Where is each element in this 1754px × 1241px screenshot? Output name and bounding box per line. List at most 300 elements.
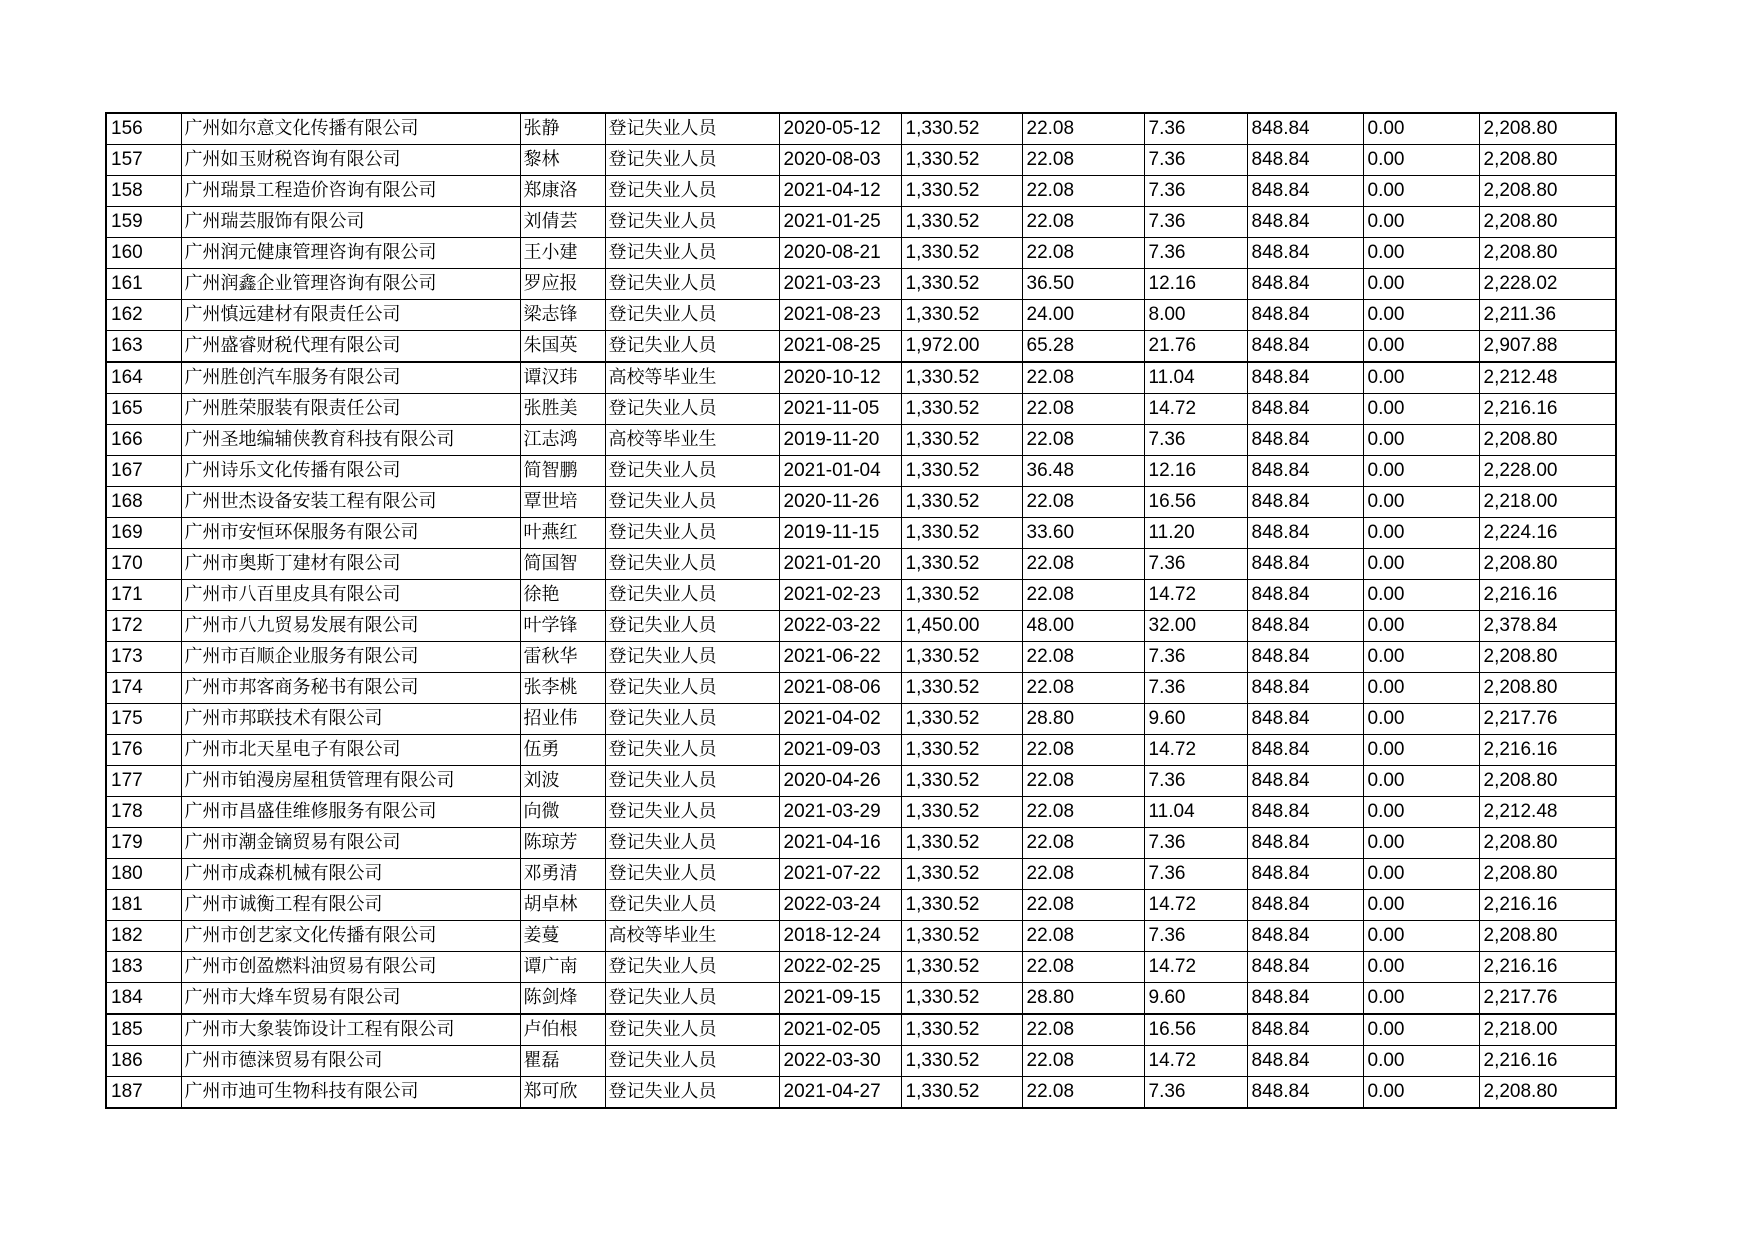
total-amount-cell: 2,228.00 (1479, 456, 1616, 487)
person-category-cell: 登记失业人员 (605, 518, 779, 549)
company-name-cell: 广州圣地编辅侠教育科技有限公司 (181, 425, 520, 456)
person-name-cell: 叶学锋 (520, 611, 605, 642)
amount-3-cell: 7.36 (1144, 145, 1247, 176)
amount-3-cell: 7.36 (1144, 673, 1247, 704)
row-index-cell: 183 (106, 952, 181, 983)
company-name-cell: 广州市邦联技术有限公司 (181, 704, 520, 735)
amount-2-cell: 22.08 (1022, 487, 1144, 518)
amount-4-cell: 848.84 (1247, 859, 1363, 890)
amount-2-cell: 22.08 (1022, 921, 1144, 952)
amount-2-cell: 22.08 (1022, 766, 1144, 797)
person-name-cell: 覃世培 (520, 487, 605, 518)
start-date-cell: 2020-08-21 (779, 238, 901, 269)
start-date-cell: 2021-08-25 (779, 331, 901, 363)
company-name-cell: 广州市安恒环保服务有限公司 (181, 518, 520, 549)
amount-5-cell: 0.00 (1363, 456, 1479, 487)
amount-3-cell: 7.36 (1144, 828, 1247, 859)
person-category-cell: 登记失业人员 (605, 766, 779, 797)
amount-4-cell: 848.84 (1247, 362, 1363, 394)
person-category-cell: 登记失业人员 (605, 394, 779, 425)
company-name-cell: 广州胜荣服装有限责任公司 (181, 394, 520, 425)
amount-2-cell: 22.08 (1022, 735, 1144, 766)
total-amount-cell: 2,208.80 (1479, 1077, 1616, 1109)
row-index-cell: 170 (106, 549, 181, 580)
start-date-cell: 2020-08-03 (779, 145, 901, 176)
amount-2-cell: 22.08 (1022, 859, 1144, 890)
table-row (106, 1046, 1616, 1077)
person-category-cell: 登记失业人员 (605, 456, 779, 487)
table-row (106, 642, 1616, 673)
start-date-cell: 2018-12-24 (779, 921, 901, 952)
company-name-cell: 广州市昌盛佳维修服务有限公司 (181, 797, 520, 828)
person-category-cell: 登记失业人员 (605, 642, 779, 673)
row-index-cell: 177 (106, 766, 181, 797)
total-amount-cell: 2,212.48 (1479, 362, 1616, 394)
amount-4-cell: 848.84 (1247, 549, 1363, 580)
table-row (106, 766, 1616, 797)
total-amount-cell: 2,216.16 (1479, 394, 1616, 425)
amount-4-cell: 848.84 (1247, 1046, 1363, 1077)
person-category-cell: 登记失业人员 (605, 735, 779, 766)
amount-3-cell: 7.36 (1144, 176, 1247, 207)
row-index-cell: 171 (106, 580, 181, 611)
company-name-cell: 广州市诚衡工程有限公司 (181, 890, 520, 921)
person-category-cell: 登记失业人员 (605, 1014, 779, 1046)
row-index-cell: 165 (106, 394, 181, 425)
amount-3-cell: 14.72 (1144, 1046, 1247, 1077)
amount-2-cell: 22.08 (1022, 549, 1144, 580)
amount-3-cell: 14.72 (1144, 952, 1247, 983)
total-amount-cell: 2,208.80 (1479, 549, 1616, 580)
company-name-cell: 广州润元健康管理咨询有限公司 (181, 238, 520, 269)
table-row (106, 673, 1616, 704)
amount-1-cell: 1,330.52 (901, 859, 1022, 890)
company-name-cell: 广州市大象装饰设计工程有限公司 (181, 1014, 520, 1046)
total-amount-cell: 2,216.16 (1479, 890, 1616, 921)
total-amount-cell: 2,208.80 (1479, 673, 1616, 704)
amount-2-cell: 22.08 (1022, 1014, 1144, 1046)
amount-4-cell: 848.84 (1247, 921, 1363, 952)
table-row (106, 983, 1616, 1015)
row-index-cell: 178 (106, 797, 181, 828)
total-amount-cell: 2,211.36 (1479, 300, 1616, 331)
table-row (106, 549, 1616, 580)
start-date-cell: 2021-09-03 (779, 735, 901, 766)
person-category-cell: 登记失业人员 (605, 331, 779, 363)
amount-2-cell: 24.00 (1022, 300, 1144, 331)
amount-3-cell: 12.16 (1144, 456, 1247, 487)
total-amount-cell: 2,907.88 (1479, 331, 1616, 363)
total-amount-cell: 2,378.84 (1479, 611, 1616, 642)
amount-5-cell: 0.00 (1363, 425, 1479, 456)
person-category-cell: 高校等毕业生 (605, 362, 779, 394)
start-date-cell: 2021-04-16 (779, 828, 901, 859)
start-date-cell: 2021-08-23 (779, 300, 901, 331)
row-index-cell: 157 (106, 145, 181, 176)
start-date-cell: 2021-04-12 (779, 176, 901, 207)
amount-5-cell: 0.00 (1363, 611, 1479, 642)
amount-5-cell: 0.00 (1363, 673, 1479, 704)
row-index-cell: 172 (106, 611, 181, 642)
amount-5-cell: 0.00 (1363, 952, 1479, 983)
amount-5-cell: 0.00 (1363, 1046, 1479, 1077)
table-row (106, 1077, 1616, 1109)
person-category-cell: 登记失业人员 (605, 176, 779, 207)
amount-4-cell: 848.84 (1247, 797, 1363, 828)
amount-1-cell: 1,330.52 (901, 425, 1022, 456)
amount-1-cell: 1,330.52 (901, 176, 1022, 207)
start-date-cell: 2021-08-06 (779, 673, 901, 704)
table-row (106, 828, 1616, 859)
amount-5-cell: 0.00 (1363, 176, 1479, 207)
table-row (106, 238, 1616, 269)
start-date-cell: 2021-01-20 (779, 549, 901, 580)
amount-3-cell: 7.36 (1144, 1077, 1247, 1109)
amount-4-cell: 848.84 (1247, 300, 1363, 331)
amount-2-cell: 22.08 (1022, 797, 1144, 828)
person-name-cell: 张胜美 (520, 394, 605, 425)
total-amount-cell: 2,208.80 (1479, 176, 1616, 207)
table-row (106, 611, 1616, 642)
person-name-cell: 江志鸿 (520, 425, 605, 456)
amount-5-cell: 0.00 (1363, 113, 1479, 145)
table-row (106, 797, 1616, 828)
row-index-cell: 162 (106, 300, 181, 331)
total-amount-cell: 2,212.48 (1479, 797, 1616, 828)
row-index-cell: 164 (106, 362, 181, 394)
person-category-cell: 登记失业人员 (605, 611, 779, 642)
amount-5-cell: 0.00 (1363, 797, 1479, 828)
amount-2-cell: 33.60 (1022, 518, 1144, 549)
person-category-cell: 登记失业人员 (605, 983, 779, 1015)
person-category-cell: 登记失业人员 (605, 704, 779, 735)
amount-4-cell: 848.84 (1247, 611, 1363, 642)
amount-1-cell: 1,972.00 (901, 331, 1022, 363)
amount-1-cell: 1,330.52 (901, 828, 1022, 859)
amount-5-cell: 0.00 (1363, 735, 1479, 766)
person-name-cell: 谭汉玮 (520, 362, 605, 394)
amount-4-cell: 848.84 (1247, 113, 1363, 145)
amount-4-cell: 848.84 (1247, 176, 1363, 207)
table-row (106, 704, 1616, 735)
total-amount-cell: 2,228.02 (1479, 269, 1616, 300)
amount-1-cell: 1,330.52 (901, 145, 1022, 176)
total-amount-cell: 2,208.80 (1479, 238, 1616, 269)
amount-2-cell: 22.08 (1022, 828, 1144, 859)
amount-1-cell: 1,330.52 (901, 207, 1022, 238)
row-index-cell: 185 (106, 1014, 181, 1046)
table-row (106, 518, 1616, 549)
total-amount-cell: 2,216.16 (1479, 952, 1616, 983)
start-date-cell: 2021-06-22 (779, 642, 901, 673)
person-category-cell: 登记失业人员 (605, 1046, 779, 1077)
row-index-cell: 182 (106, 921, 181, 952)
amount-3-cell: 7.36 (1144, 859, 1247, 890)
amount-4-cell: 848.84 (1247, 580, 1363, 611)
person-name-cell: 黎林 (520, 145, 605, 176)
person-category-cell: 登记失业人员 (605, 673, 779, 704)
start-date-cell: 2021-01-04 (779, 456, 901, 487)
amount-3-cell: 32.00 (1144, 611, 1247, 642)
amount-1-cell: 1,330.52 (901, 797, 1022, 828)
amount-5-cell: 0.00 (1363, 766, 1479, 797)
amount-5-cell: 0.00 (1363, 394, 1479, 425)
amount-3-cell: 8.00 (1144, 300, 1247, 331)
table-row (106, 269, 1616, 300)
person-category-cell: 登记失业人员 (605, 300, 779, 331)
company-name-cell: 广州慎远建材有限责任公司 (181, 300, 520, 331)
amount-3-cell: 7.36 (1144, 425, 1247, 456)
person-category-cell: 登记失业人员 (605, 1077, 779, 1109)
amount-3-cell: 7.36 (1144, 113, 1247, 145)
company-name-cell: 广州市八九贸易发展有限公司 (181, 611, 520, 642)
row-index-cell: 186 (106, 1046, 181, 1077)
total-amount-cell: 2,208.80 (1479, 642, 1616, 673)
amount-1-cell: 1,330.52 (901, 704, 1022, 735)
person-name-cell: 简智鹏 (520, 456, 605, 487)
person-name-cell: 胡卓林 (520, 890, 605, 921)
company-name-cell: 广州润鑫企业管理咨询有限公司 (181, 269, 520, 300)
amount-1-cell: 1,330.52 (901, 890, 1022, 921)
row-index-cell: 166 (106, 425, 181, 456)
amount-5-cell: 0.00 (1363, 331, 1479, 363)
total-amount-cell: 2,208.80 (1479, 921, 1616, 952)
person-name-cell: 雷秋华 (520, 642, 605, 673)
company-name-cell: 广州诗乐文化传播有限公司 (181, 456, 520, 487)
data-table (105, 112, 1617, 1109)
row-index-cell: 184 (106, 983, 181, 1015)
amount-1-cell: 1,450.00 (901, 611, 1022, 642)
amount-1-cell: 1,330.52 (901, 113, 1022, 145)
amount-1-cell: 1,330.52 (901, 952, 1022, 983)
amount-5-cell: 0.00 (1363, 145, 1479, 176)
amount-3-cell: 14.72 (1144, 735, 1247, 766)
company-name-cell: 广州如尔意文化传播有限公司 (181, 113, 520, 145)
person-name-cell: 招业伟 (520, 704, 605, 735)
amount-4-cell: 848.84 (1247, 735, 1363, 766)
total-amount-cell: 2,216.16 (1479, 735, 1616, 766)
amount-1-cell: 1,330.52 (901, 673, 1022, 704)
person-name-cell: 刘倩芸 (520, 207, 605, 238)
amount-4-cell: 848.84 (1247, 704, 1363, 735)
company-name-cell: 广州市百顺企业服务有限公司 (181, 642, 520, 673)
start-date-cell: 2022-02-25 (779, 952, 901, 983)
amount-4-cell: 848.84 (1247, 518, 1363, 549)
amount-4-cell: 848.84 (1247, 890, 1363, 921)
amount-3-cell: 14.72 (1144, 394, 1247, 425)
start-date-cell: 2021-07-22 (779, 859, 901, 890)
amount-5-cell: 0.00 (1363, 859, 1479, 890)
start-date-cell: 2019-11-15 (779, 518, 901, 549)
start-date-cell: 2022-03-30 (779, 1046, 901, 1077)
row-index-cell: 159 (106, 207, 181, 238)
company-name-cell: 广州市迪可生物科技有限公司 (181, 1077, 520, 1109)
amount-4-cell: 848.84 (1247, 828, 1363, 859)
amount-5-cell: 0.00 (1363, 362, 1479, 394)
start-date-cell: 2020-05-12 (779, 113, 901, 145)
person-category-cell: 登记失业人员 (605, 828, 779, 859)
person-name-cell: 王小建 (520, 238, 605, 269)
person-name-cell: 简国智 (520, 549, 605, 580)
amount-3-cell: 14.72 (1144, 580, 1247, 611)
amount-3-cell: 11.20 (1144, 518, 1247, 549)
amount-5-cell: 0.00 (1363, 518, 1479, 549)
person-category-cell: 登记失业人员 (605, 797, 779, 828)
table-row (106, 952, 1616, 983)
row-index-cell: 156 (106, 113, 181, 145)
table-body (106, 113, 1616, 1108)
company-name-cell: 广州市铂漫房屋租赁管理有限公司 (181, 766, 520, 797)
amount-4-cell: 848.84 (1247, 487, 1363, 518)
amount-3-cell: 14.72 (1144, 890, 1247, 921)
person-name-cell: 伍勇 (520, 735, 605, 766)
person-name-cell: 卢伯根 (520, 1014, 605, 1046)
person-category-cell: 登记失业人员 (605, 145, 779, 176)
total-amount-cell: 2,217.76 (1479, 704, 1616, 735)
total-amount-cell: 2,208.80 (1479, 207, 1616, 238)
company-name-cell: 广州市创艺家文化传播有限公司 (181, 921, 520, 952)
amount-2-cell: 22.08 (1022, 1046, 1144, 1077)
amount-2-cell: 22.08 (1022, 362, 1144, 394)
company-name-cell: 广州市成森机械有限公司 (181, 859, 520, 890)
amount-3-cell: 12.16 (1144, 269, 1247, 300)
amount-4-cell: 848.84 (1247, 425, 1363, 456)
total-amount-cell: 2,208.80 (1479, 425, 1616, 456)
start-date-cell: 2021-02-05 (779, 1014, 901, 1046)
row-index-cell: 187 (106, 1077, 181, 1109)
amount-1-cell: 1,330.52 (901, 1077, 1022, 1109)
amount-1-cell: 1,330.52 (901, 394, 1022, 425)
amount-5-cell: 0.00 (1363, 269, 1479, 300)
person-name-cell: 罗应报 (520, 269, 605, 300)
row-index-cell: 163 (106, 331, 181, 363)
amount-1-cell: 1,330.52 (901, 735, 1022, 766)
amount-5-cell: 0.00 (1363, 642, 1479, 673)
table-row (106, 580, 1616, 611)
amount-3-cell: 7.36 (1144, 238, 1247, 269)
row-index-cell: 167 (106, 456, 181, 487)
row-index-cell: 161 (106, 269, 181, 300)
person-category-cell: 登记失业人员 (605, 890, 779, 921)
total-amount-cell: 2,208.80 (1479, 113, 1616, 145)
person-name-cell: 陈琼芳 (520, 828, 605, 859)
amount-4-cell: 848.84 (1247, 673, 1363, 704)
person-category-cell: 高校等毕业生 (605, 921, 779, 952)
company-name-cell: 广州市八百里皮具有限公司 (181, 580, 520, 611)
company-name-cell: 广州市北天星电子有限公司 (181, 735, 520, 766)
table-row (106, 921, 1616, 952)
person-category-cell: 登记失业人员 (605, 549, 779, 580)
amount-3-cell: 9.60 (1144, 983, 1247, 1015)
amount-2-cell: 22.08 (1022, 394, 1144, 425)
amount-3-cell: 7.36 (1144, 207, 1247, 238)
amount-1-cell: 1,330.52 (901, 362, 1022, 394)
amount-3-cell: 16.56 (1144, 1014, 1247, 1046)
table-row (106, 113, 1616, 145)
start-date-cell: 2021-01-25 (779, 207, 901, 238)
row-index-cell: 180 (106, 859, 181, 890)
table-row (106, 362, 1616, 394)
person-category-cell: 登记失业人员 (605, 580, 779, 611)
amount-5-cell: 0.00 (1363, 487, 1479, 518)
row-index-cell: 160 (106, 238, 181, 269)
amount-3-cell: 11.04 (1144, 362, 1247, 394)
table-row (106, 207, 1616, 238)
amount-2-cell: 28.80 (1022, 983, 1144, 1015)
person-name-cell: 瞿磊 (520, 1046, 605, 1077)
amount-3-cell: 21.76 (1144, 331, 1247, 363)
company-name-cell: 广州市邦客商务秘书有限公司 (181, 673, 520, 704)
amount-4-cell: 848.84 (1247, 269, 1363, 300)
start-date-cell: 2021-04-27 (779, 1077, 901, 1109)
row-index-cell: 169 (106, 518, 181, 549)
start-date-cell: 2021-11-05 (779, 394, 901, 425)
amount-5-cell: 0.00 (1363, 1014, 1479, 1046)
person-name-cell: 张李桃 (520, 673, 605, 704)
amount-3-cell: 11.04 (1144, 797, 1247, 828)
start-date-cell: 2021-03-23 (779, 269, 901, 300)
amount-2-cell: 65.28 (1022, 331, 1144, 363)
amount-4-cell: 848.84 (1247, 1014, 1363, 1046)
table-row (106, 331, 1616, 363)
person-category-cell: 高校等毕业生 (605, 425, 779, 456)
amount-2-cell: 28.80 (1022, 704, 1144, 735)
start-date-cell: 2021-02-23 (779, 580, 901, 611)
amount-1-cell: 1,330.52 (901, 921, 1022, 952)
start-date-cell: 2020-10-12 (779, 362, 901, 394)
amount-2-cell: 22.08 (1022, 642, 1144, 673)
person-name-cell: 郑可欣 (520, 1077, 605, 1109)
person-name-cell: 张静 (520, 113, 605, 145)
amount-3-cell: 7.36 (1144, 642, 1247, 673)
table-row (106, 456, 1616, 487)
amount-4-cell: 848.84 (1247, 642, 1363, 673)
company-name-cell: 广州瑞景工程造价咨询有限公司 (181, 176, 520, 207)
row-index-cell: 173 (106, 642, 181, 673)
start-date-cell: 2020-11-26 (779, 487, 901, 518)
person-name-cell: 叶燕红 (520, 518, 605, 549)
table-row (106, 735, 1616, 766)
amount-2-cell: 22.08 (1022, 952, 1144, 983)
amount-4-cell: 848.84 (1247, 207, 1363, 238)
person-name-cell: 姜蔓 (520, 921, 605, 952)
row-index-cell: 174 (106, 673, 181, 704)
person-name-cell: 梁志锋 (520, 300, 605, 331)
amount-5-cell: 0.00 (1363, 704, 1479, 735)
start-date-cell: 2019-11-20 (779, 425, 901, 456)
start-date-cell: 2021-04-02 (779, 704, 901, 735)
company-name-cell: 广州市潮金镝贸易有限公司 (181, 828, 520, 859)
company-name-cell: 广州市德涞贸易有限公司 (181, 1046, 520, 1077)
row-index-cell: 168 (106, 487, 181, 518)
amount-3-cell: 7.36 (1144, 766, 1247, 797)
total-amount-cell: 2,208.80 (1479, 828, 1616, 859)
amount-2-cell: 22.08 (1022, 207, 1144, 238)
amount-2-cell: 22.08 (1022, 580, 1144, 611)
amount-2-cell: 48.00 (1022, 611, 1144, 642)
amount-1-cell: 1,330.52 (901, 1014, 1022, 1046)
row-index-cell: 181 (106, 890, 181, 921)
total-amount-cell: 2,216.16 (1479, 580, 1616, 611)
amount-4-cell: 848.84 (1247, 456, 1363, 487)
amount-2-cell: 22.08 (1022, 176, 1144, 207)
person-name-cell: 郑康洛 (520, 176, 605, 207)
person-name-cell: 谭广南 (520, 952, 605, 983)
table-row (106, 890, 1616, 921)
company-name-cell: 广州市大烽车贸易有限公司 (181, 983, 520, 1015)
person-category-cell: 登记失业人员 (605, 238, 779, 269)
amount-1-cell: 1,330.52 (901, 642, 1022, 673)
